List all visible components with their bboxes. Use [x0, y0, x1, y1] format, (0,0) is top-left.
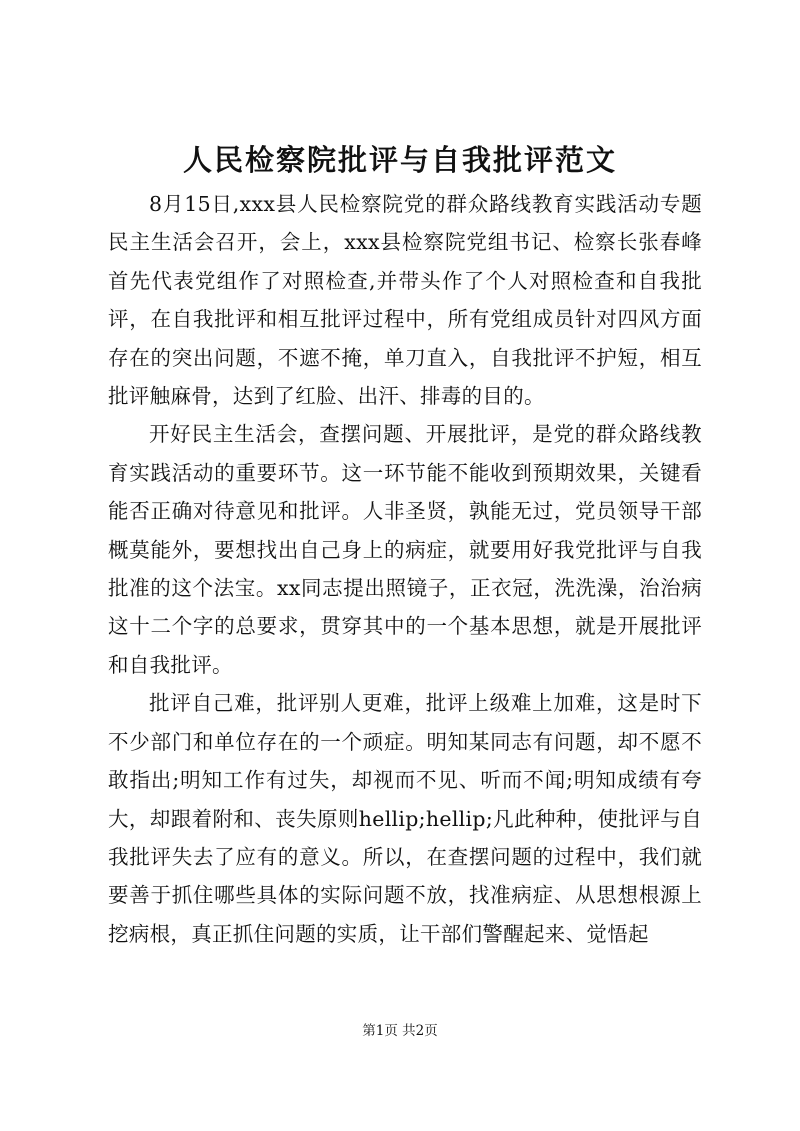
paragraph-3: 批评自己难，批评别人更难，批评上级难上加难，这是时下不少部门和单位存在的一个顽症。明知某同志有问题，却不愿不敢指出;明知工作有过失，却视而不见、听而不闻;明知成绩有夸大，却跟着附和、丧失原则hellip;hellip;凡此种种，使批评与自我批评失去了应有的意义。所以，在查摆问题的过程中，我们就要善于抓住哪些具体的实际问题不放，找准病症、从思想根源上挖病根，真正抓住问题的实质，让干部们警醒起来、觉悟起	[108, 691, 702, 946]
paragraph-1: 8月15日,xxx县人民检察院党的群众路线教育实践活动专题民主生活会召开，会上，xxx县检察院党组书记、检察长张春峰首先代表党组作了对照检查,并带头作了个人对照检查和自我批评，在自我批评和相互批评过程中，所有党组成员针对四风方面存在的突出问题，不遮不掩，单刀直入，自我批评不护短，相互批评触麻骨，达到了红脸、出汗、排毒的目的。	[108, 192, 702, 409]
document-title: 人民检察院批评与自我批评范文	[182, 143, 617, 177]
document-body	[108, 185, 702, 953]
paragraph-2: 开好民主生活会，查摆问题、开展批评，是党的群众路线教育实践活动的重要环节。这一环节能不能收到预期效果，关键看能否正确对待意见和批评。人非圣贤，孰能无过，党员领导干部概莫能外，要想找出自己身上的病症，就要用好我党批评与自我批准的这个法宝。xx同志提出照镜子，正衣冠，洗洗澡，治治病这十二个字的总要求，贯穿其中的一个基本思想，就是开展批评和自我批评。	[108, 422, 702, 677]
page-footer: 第1页 共2页	[362, 1023, 438, 1039]
